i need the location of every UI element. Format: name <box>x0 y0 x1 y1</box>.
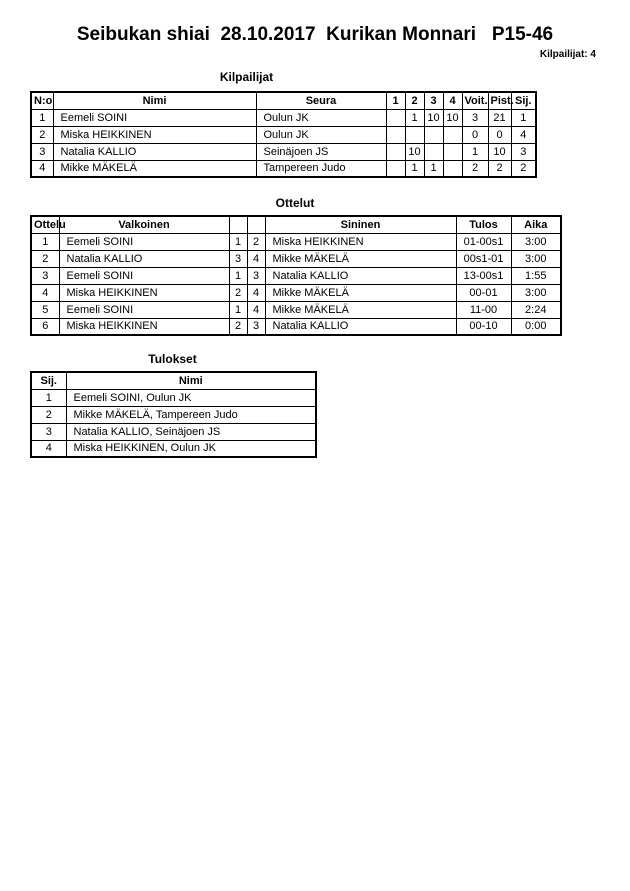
cell-voit: 1 <box>462 143 488 160</box>
cell-valkoinen: Miska HEIKKINEN <box>59 318 229 335</box>
cell-nimi: Eemeli SOINI <box>53 109 256 126</box>
cell-match-no: 3 <box>31 267 59 284</box>
cell-sininen: Mikke MÄKELÄ <box>265 284 456 301</box>
cell-match-no: 5 <box>31 301 59 318</box>
cell-tulos: 00-10 <box>456 318 511 335</box>
cell-tulos: 11-00 <box>456 301 511 318</box>
cell-tulos: 13-00s1 <box>456 267 511 284</box>
column-header-nimi: Nimi <box>53 92 256 109</box>
table-row <box>31 318 561 335</box>
cell-sij: 4 <box>511 126 536 143</box>
participants-count-label: Kilpailijat: 4 <box>539 49 596 60</box>
ottelut-table <box>30 215 562 336</box>
cell-aika: 3:00 <box>511 233 561 250</box>
cell-score-4 <box>443 126 462 143</box>
cell-score-1 <box>386 143 405 160</box>
kilpailijat-heading: Kilpailijat <box>219 70 274 84</box>
table-row <box>31 109 536 126</box>
cell-sij: 4 <box>31 440 66 457</box>
cell-sininen: Mikke MÄKELÄ <box>265 250 456 267</box>
tulokset-table <box>30 371 317 458</box>
cell-tulos: 00-01 <box>456 284 511 301</box>
cell-blue-no: 2 <box>247 233 265 250</box>
cell-sij: 3 <box>31 423 66 440</box>
column-header-seura: Seura <box>256 92 386 109</box>
table-row <box>31 301 561 318</box>
cell-nimi: Miska HEIKKINEN <box>53 126 256 143</box>
cell-blue-no: 4 <box>247 250 265 267</box>
cell-match-no: 6 <box>31 318 59 335</box>
cell-aika: 0:00 <box>511 318 561 335</box>
cell-pist: 0 <box>488 126 511 143</box>
cell-blue-no: 4 <box>247 301 265 318</box>
page-title: Seibukan shiai 28.10.2017 Kurikan Monnari P15-46 <box>76 24 554 45</box>
cell-aika: 3:00 <box>511 284 561 301</box>
cell-match-no: 2 <box>31 250 59 267</box>
cell-voit: 3 <box>462 109 488 126</box>
column-header-pist: Pist. <box>488 92 511 109</box>
column-header-3: 3 <box>424 92 443 109</box>
column-header-tulos: Tulos <box>456 216 511 233</box>
ottelut-heading: Ottelut <box>275 196 315 210</box>
cell-no: 3 <box>31 143 53 160</box>
cell-seura: Oulun JK <box>256 109 386 126</box>
cell-voit: 0 <box>462 126 488 143</box>
column-header-no: N:o <box>31 92 53 109</box>
cell-voit: 2 <box>462 160 488 177</box>
cell-seura: Seinäjoen JS <box>256 143 386 160</box>
cell-white-no: 1 <box>229 301 247 318</box>
cell-pist: 21 <box>488 109 511 126</box>
cell-blue-no: 3 <box>247 318 265 335</box>
cell-score-1 <box>386 126 405 143</box>
cell-aika: 2:24 <box>511 301 561 318</box>
cell-blue-no: 4 <box>247 284 265 301</box>
cell-score-3: 10 <box>424 109 443 126</box>
column-header-sininen: Sininen <box>265 216 456 233</box>
cell-score-4 <box>443 160 462 177</box>
cell-tulos: 00s1-01 <box>456 250 511 267</box>
column-header-aika: Aika <box>511 216 561 233</box>
cell-score-1 <box>386 109 405 126</box>
cell-nimi: Eemeli SOINI, Oulun JK <box>66 389 316 406</box>
cell-pist: 10 <box>488 143 511 160</box>
cell-white-no: 2 <box>229 284 247 301</box>
cell-score-2: 10 <box>405 143 424 160</box>
cell-white-no: 1 <box>229 267 247 284</box>
cell-score-4: 10 <box>443 109 462 126</box>
column-header-2: 2 <box>405 92 424 109</box>
cell-no: 4 <box>31 160 53 177</box>
column-header-nimi: Nimi <box>66 372 316 389</box>
cell-nimi: Mikke MÄKELÄ <box>53 160 256 177</box>
cell-sininen: Natalia KALLIO <box>265 267 456 284</box>
table-row <box>31 267 561 284</box>
ottelut-header-row <box>31 216 561 233</box>
cell-seura: Tampereen Judo <box>256 160 386 177</box>
cell-aika: 3:00 <box>511 250 561 267</box>
cell-aika: 1:55 <box>511 267 561 284</box>
cell-pist: 2 <box>488 160 511 177</box>
cell-match-no: 4 <box>31 284 59 301</box>
cell-score-3 <box>424 143 443 160</box>
cell-sininen: Miska HEIKKINEN <box>265 233 456 250</box>
cell-score-1 <box>386 160 405 177</box>
cell-blue-no: 3 <box>247 267 265 284</box>
cell-tulos: 01-00s1 <box>456 233 511 250</box>
cell-sininen: Natalia KALLIO <box>265 318 456 335</box>
column-header-4: 4 <box>443 92 462 109</box>
cell-white-no: 3 <box>229 250 247 267</box>
cell-nimi: Miska HEIKKINEN, Oulun JK <box>66 440 316 457</box>
cell-valkoinen: Eemeli SOINI <box>59 233 229 250</box>
table-row <box>31 389 316 406</box>
column-header-1: 1 <box>386 92 405 109</box>
tulokset-heading: Tulokset <box>148 352 197 366</box>
table-row <box>31 126 536 143</box>
cell-sij: 2 <box>31 406 66 423</box>
cell-score-2 <box>405 126 424 143</box>
table-row <box>31 160 536 177</box>
cell-match-no: 1 <box>31 233 59 250</box>
cell-no: 2 <box>31 126 53 143</box>
table-row <box>31 233 561 250</box>
column-header-blue-no <box>247 216 265 233</box>
cell-valkoinen: Natalia KALLIO <box>59 250 229 267</box>
table-row <box>31 143 536 160</box>
table-row <box>31 423 316 440</box>
cell-nimi: Natalia KALLIO <box>53 143 256 160</box>
column-header-sij: Sij. <box>511 92 536 109</box>
column-header-white-no <box>229 216 247 233</box>
cell-score-3 <box>424 126 443 143</box>
cell-nimi: Mikke MÄKELÄ, Tampereen Judo <box>66 406 316 423</box>
cell-sij: 1 <box>511 109 536 126</box>
column-header-ottelu: Ottelu <box>31 216 59 233</box>
cell-valkoinen: Eemeli SOINI <box>59 267 229 284</box>
cell-score-2: 1 <box>405 109 424 126</box>
cell-sij: 1 <box>31 389 66 406</box>
kilpailijat-table <box>30 91 537 178</box>
cell-score-2: 1 <box>405 160 424 177</box>
table-row <box>31 440 316 457</box>
cell-no: 1 <box>31 109 53 126</box>
cell-valkoinen: Miska HEIKKINEN <box>59 284 229 301</box>
column-header-voit: Voit. <box>462 92 488 109</box>
cell-sininen: Mikke MÄKELÄ <box>265 301 456 318</box>
cell-seura: Oulun JK <box>256 126 386 143</box>
cell-white-no: 2 <box>229 318 247 335</box>
tulokset-header-row <box>31 372 316 389</box>
column-header-sij: Sij. <box>31 372 66 389</box>
cell-score-4 <box>443 143 462 160</box>
cell-white-no: 1 <box>229 233 247 250</box>
table-row <box>31 406 316 423</box>
column-header-valkoinen: Valkoinen <box>59 216 229 233</box>
cell-nimi: Natalia KALLIO, Seinäjoen JS <box>66 423 316 440</box>
cell-score-3: 1 <box>424 160 443 177</box>
table-row <box>31 284 561 301</box>
cell-sij: 2 <box>511 160 536 177</box>
kilpailijat-header-row <box>31 92 536 109</box>
cell-sij: 3 <box>511 143 536 160</box>
cell-valkoinen: Eemeli SOINI <box>59 301 229 318</box>
table-row <box>31 250 561 267</box>
